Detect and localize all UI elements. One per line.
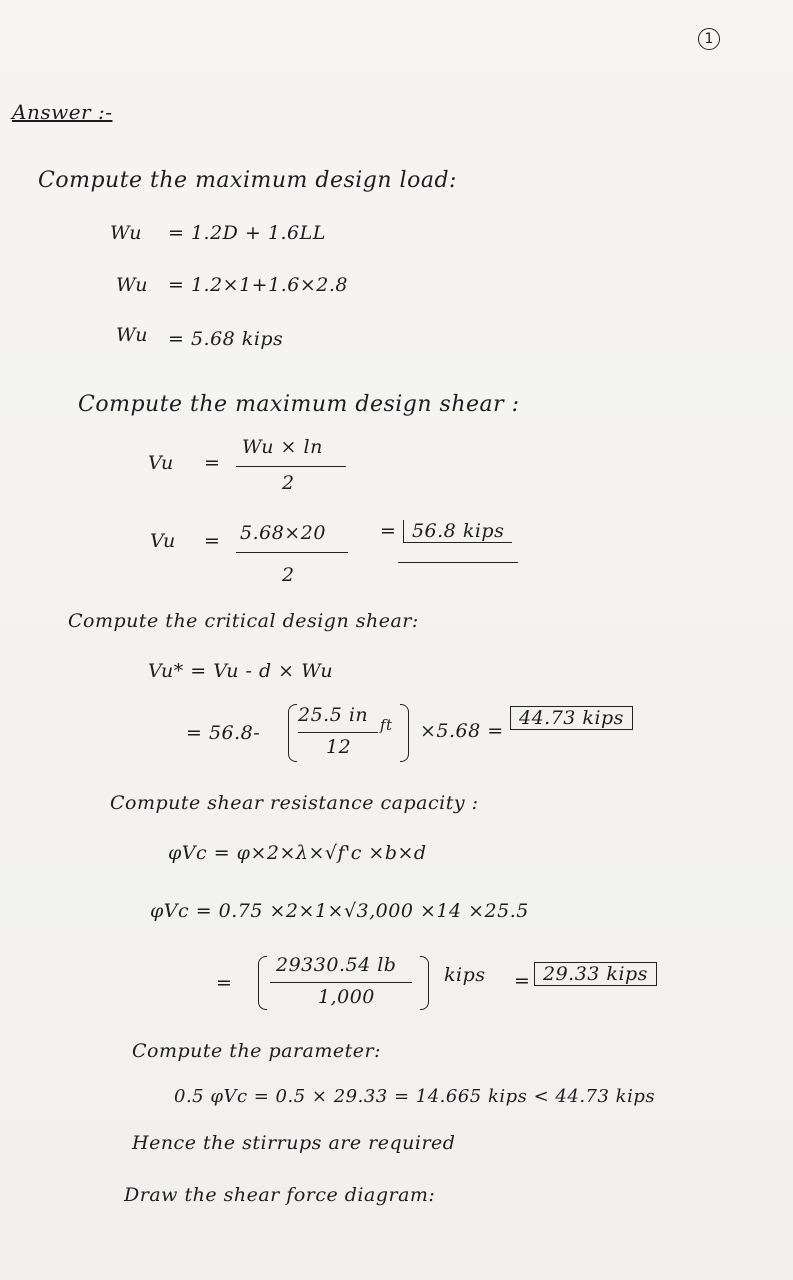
s4-l3-num: 29330.54 lb: [276, 954, 397, 976]
s5-title: Compute the parameter:: [132, 1040, 381, 1062]
s3-l2-pre: = 56.8-: [186, 722, 261, 744]
s5-l2: Hence the stirrups are required: [132, 1132, 456, 1154]
s1-l2-lhs: Wu: [116, 274, 148, 296]
s1-l1-rhs: = 1.2D + 1.6LL: [168, 222, 326, 244]
s2-l1-fraction-bar: [236, 466, 346, 467]
s1-l3-rhs: = 5.68 kips: [168, 328, 284, 350]
s2-l2-result: = 56.8 kips: [380, 520, 512, 543]
s4-l3-den: 1,000: [318, 986, 375, 1008]
s2-l1-eq: =: [204, 452, 221, 474]
s3-l2-den: 12: [326, 736, 352, 758]
s1-l2-rhs: = 1.2×1+1.6×2.8: [168, 274, 348, 296]
s2-l1-num: Wu × ln: [242, 436, 323, 458]
s5-l1: 0.5 φVc = 0.5 × 29.33 = 14.665 kips < 44.73 kips: [174, 1086, 656, 1107]
s3-result-box: 44.73 kips: [510, 706, 633, 730]
s3-l2-num: 25.5 in: [298, 704, 369, 726]
s6-title: Draw the shear force diagram:: [124, 1184, 436, 1206]
s2-l1-lhs: Vu: [148, 452, 174, 474]
s2-l2-lhs: Vu: [150, 530, 176, 552]
s4-title: Compute shear resistance capacity :: [110, 792, 479, 814]
s4-result-box: 29.33 kips: [534, 962, 657, 986]
s2-l2-eq: =: [204, 530, 221, 552]
s2-title: Compute the maximum design shear :: [78, 392, 520, 417]
s1-l1-lhs: Wu: [110, 222, 142, 244]
s3-bracket-right: [400, 704, 409, 762]
s2-l2-fraction-bar: [236, 552, 348, 553]
s2-l2-den: 2: [282, 564, 295, 586]
s4-l2: φVc = 0.75 ×2×1×√3,000 ×14 ×25.5: [150, 900, 529, 922]
s2-result-box: 56.8 kips: [403, 520, 512, 543]
s3-l2-post: ×5.68 =: [420, 720, 504, 742]
s4-l3-unit: kips: [444, 964, 486, 986]
s4-l3-fraction-bar: [270, 982, 412, 983]
s3-l2-unit: ft: [380, 716, 393, 734]
s3-title: Compute the critical design shear:: [68, 610, 419, 632]
s1-l3-lhs: Wu: [116, 324, 148, 346]
s4-bracket-left: [258, 956, 267, 1010]
answer-heading: Answer :-: [12, 100, 113, 124]
s1-title: Compute the maximum design load:: [38, 168, 457, 193]
s3-bracket-left: [288, 704, 297, 762]
s4-l3-eq2: =: [514, 970, 531, 992]
s2-l1-den: 2: [282, 472, 295, 494]
s3-l1: Vu* = Vu - d × Wu: [148, 660, 334, 682]
s2-result-underline: [398, 562, 518, 563]
page-number: 1: [698, 28, 720, 50]
s4-bracket-right: [420, 956, 429, 1010]
s4-l1: φVc = φ×2×λ×√f'c ×b×d: [168, 842, 427, 864]
s3-l2-fraction-bar: [298, 732, 378, 733]
s4-l3-eq: =: [216, 972, 233, 994]
s2-l2-num: 5.68×20: [240, 522, 326, 544]
